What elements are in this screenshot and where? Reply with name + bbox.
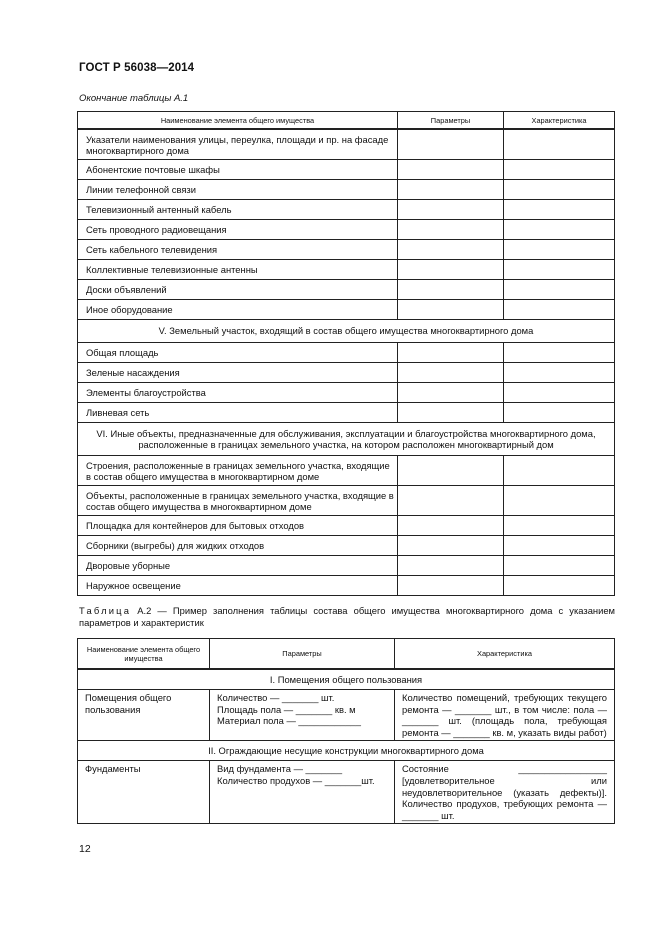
section-heading-ii: II. Ограждающие несущие конструкции многоквартирного дома [78, 741, 615, 761]
table-row [78, 486, 615, 516]
section-row [78, 741, 615, 761]
table-row [78, 403, 615, 423]
characteristic-cell [504, 180, 615, 200]
characteristic-cell: Состояние _________________ [удовлетворительное или неудовлетворительное (указать дефекты)]. Количество продухов, требующих ремонта — _______ шт. [395, 761, 615, 824]
parameters-cell [398, 403, 504, 423]
parameter-line: Материал пола — ____________ [217, 715, 361, 727]
row-label: Ливневая сеть [78, 403, 398, 423]
row-label: Зеленые насаждения [78, 363, 398, 383]
characteristic-cell [504, 363, 615, 383]
row-label: Иное оборудование [78, 300, 398, 320]
parameters-cell [398, 129, 504, 160]
section-row [78, 320, 615, 343]
row-label: Абонентские почтовые шкафы [78, 160, 398, 180]
table-row [78, 220, 615, 240]
characteristic-cell [504, 220, 615, 240]
table-row [78, 280, 615, 300]
table-row [78, 456, 615, 486]
table-row [78, 300, 615, 320]
parameters-cell [210, 690, 395, 741]
parameter-line: Количество продухов — _______шт. [217, 774, 375, 786]
characteristic-cell [504, 383, 615, 403]
column-header-parameters: Параметры [398, 112, 504, 130]
parameters-cell [398, 160, 504, 180]
table-row [78, 536, 615, 556]
column-header-name: Наименование элемента общего имущества [78, 112, 398, 130]
row-label: Площадка для контейнеров для бытовых отходов [78, 516, 398, 536]
row-label: Фундаменты [78, 761, 210, 824]
table-row [78, 556, 615, 576]
row-label: Сборники (выгребы) для жидких отходов [78, 536, 398, 556]
parameters-cell [398, 220, 504, 240]
parameters-cell [398, 536, 504, 556]
row-label: Указатели наименования улицы, переулка, площади и пр. на фасаде многоквартирного дома [78, 129, 398, 160]
characteristic-cell [504, 240, 615, 260]
section-row [78, 669, 615, 690]
characteristic-cell [504, 403, 615, 423]
caption-label: Таблица [79, 605, 132, 616]
parameters-cell [398, 260, 504, 280]
row-label: Общая площадь [78, 343, 398, 363]
page-number: 12 [79, 843, 91, 855]
column-header-characteristic: Характеристика [504, 112, 615, 130]
caption-text: А.2 — Пример заполнения таблицы состава общего имущества многоквартирного дома с указанием параметров и характеристик [79, 605, 615, 628]
section-heading-vi: VI. Иные объекты, предназначенные для обслуживания, эксплуатации и благоустройства многоквартирного дома, расположенные в границах земельного участка, на котором расположен многоквартирный дом [78, 423, 615, 456]
parameters-cell [398, 300, 504, 320]
characteristic-cell [504, 129, 615, 160]
row-label: Сеть кабельного телевидения [78, 240, 398, 260]
row-label: Объекты, расположенные в границах земельного участка, входящие в состав общего имущества в многоквартирном доме [78, 486, 398, 516]
characteristic-cell [504, 556, 615, 576]
table-a2 [77, 638, 615, 824]
characteristic-cell [504, 260, 615, 280]
parameter-line: Вид фундамента — _______ [217, 763, 343, 775]
row-label: Элементы благоустройства [78, 383, 398, 403]
parameters-cell [398, 576, 504, 596]
parameter-line: Площадь пола — _______ кв. м [217, 703, 356, 715]
column-header-characteristic: Характеристика [395, 639, 615, 670]
table-a1-caption: Окончание таблицы А.1 [79, 93, 189, 104]
table-row [78, 576, 615, 596]
characteristic-cell [504, 576, 615, 596]
parameters-cell [398, 516, 504, 536]
row-label: Коллективные телевизионные антенны [78, 260, 398, 280]
characteristic-cell [504, 280, 615, 300]
table-a1 [77, 111, 615, 596]
parameters-cell [398, 486, 504, 516]
parameters-cell [398, 383, 504, 403]
table-row [78, 690, 615, 741]
row-label: Телевизионный антенный кабель [78, 200, 398, 220]
table-row [78, 343, 615, 363]
characteristic-cell [504, 486, 615, 516]
parameters-cell [210, 761, 395, 824]
characteristic-cell [504, 200, 615, 220]
column-header-name: Наименование элемента общего имущества [78, 639, 210, 670]
section-heading-v: V. Земельный участок, входящий в состав общего имущества многоквартирного дома [78, 320, 615, 343]
row-label: Сеть проводного радиовещания [78, 220, 398, 240]
parameters-cell [398, 240, 504, 260]
column-header-parameters: Параметры [210, 639, 395, 670]
parameters-cell [398, 456, 504, 486]
row-label: Доски объявлений [78, 280, 398, 300]
table-row [78, 200, 615, 220]
parameter-line: Количество — _______ шт. [217, 692, 335, 703]
table-a2-caption [79, 605, 615, 629]
parameters-cell [398, 200, 504, 220]
document-title: ГОСТ Р 56038—2014 [79, 62, 195, 74]
row-label: Дворовые уборные [78, 556, 398, 576]
table-row [78, 761, 615, 824]
table-row [78, 260, 615, 280]
row-label: Линии телефонной связи [78, 180, 398, 200]
section-heading-i: I. Помещения общего пользования [78, 669, 615, 690]
characteristic-cell [504, 456, 615, 486]
table-row [78, 129, 615, 160]
table-row [78, 516, 615, 536]
parameters-cell [398, 343, 504, 363]
table-row [78, 383, 615, 403]
parameters-cell [398, 363, 504, 383]
section-row [78, 423, 615, 456]
parameters-cell [398, 280, 504, 300]
parameters-cell [398, 556, 504, 576]
row-label: Наружное освещение [78, 576, 398, 596]
table-row [78, 363, 615, 383]
row-label: Помещения общего пользования [78, 690, 210, 741]
table-row [78, 160, 615, 180]
table-row [78, 240, 615, 260]
row-label: Строения, расположенные в границах земельного участка, входящие в состав общего имущества в многоквартирном доме [78, 456, 398, 486]
characteristic-cell: Количество помещений, требующих текущего ремонта — _______ шт., в том числе: пола — _______ шт. (площадь пола, требующая ремонта — _______ кв. м, указать виды работ) [395, 690, 615, 741]
characteristic-cell [504, 160, 615, 180]
table-row [78, 180, 615, 200]
parameters-cell [398, 180, 504, 200]
characteristic-cell [504, 300, 615, 320]
characteristic-cell [504, 343, 615, 363]
characteristic-cell [504, 536, 615, 556]
characteristic-cell [504, 516, 615, 536]
